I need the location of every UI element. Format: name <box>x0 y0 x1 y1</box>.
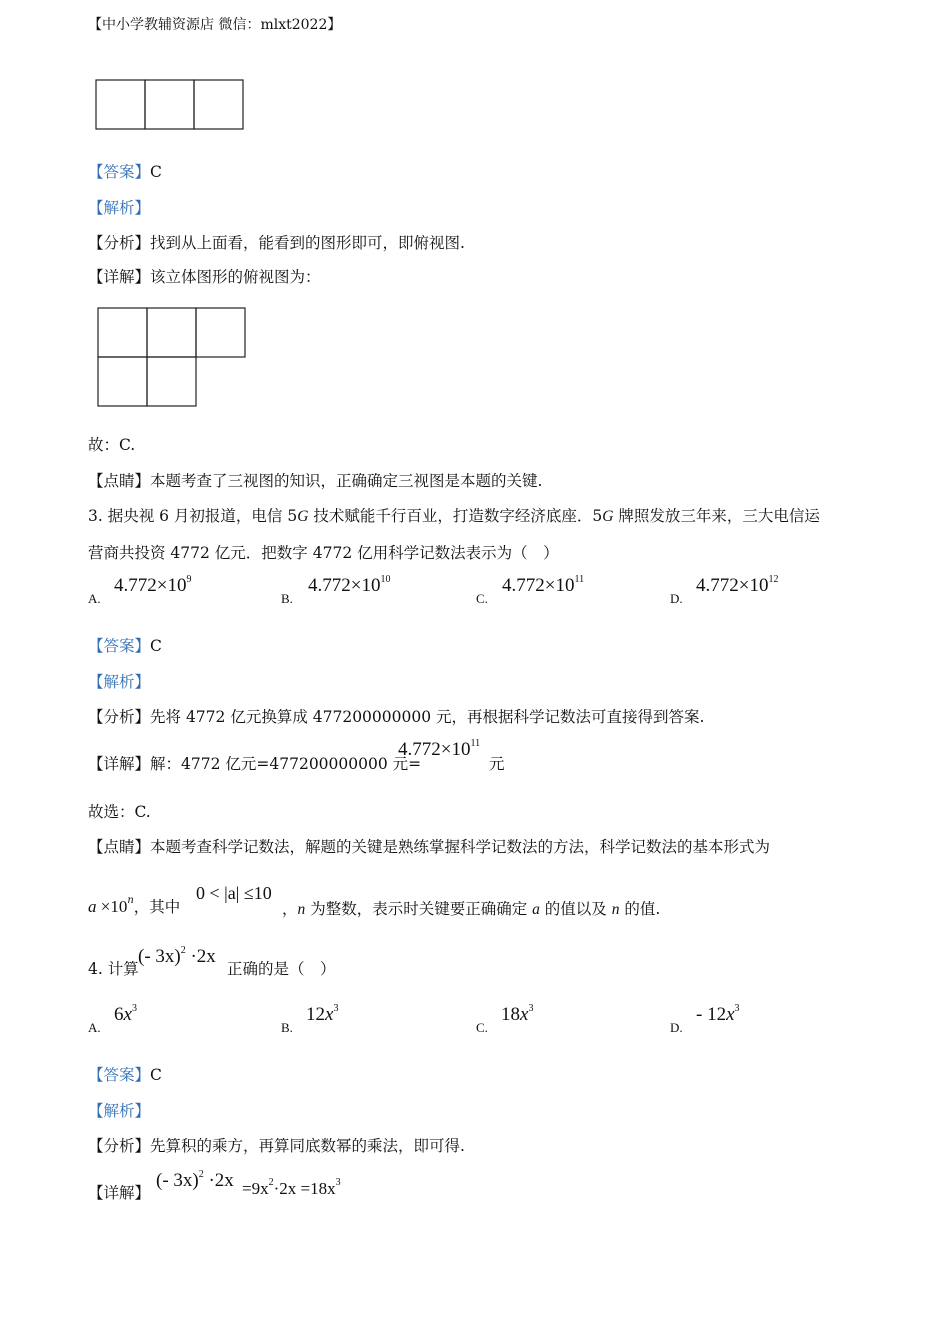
q3-guxuan: 故选：C. <box>88 803 151 821</box>
q3-answer-line <box>88 634 162 656</box>
q3-option-a-value: $4.772\times 10^9$ <box>114 574 192 596</box>
fenxi-text: 找到从上面看，能看到的图形即可，即俯视图. <box>150 234 465 252</box>
q2-xiangjie-line <box>88 265 321 287</box>
q4-prefix: 4. 计算 <box>88 960 139 978</box>
fenxi-text: 先将 4772 亿元换算成 477200000000 元，再根据科学记数法可直接得到答案. <box>150 708 705 726</box>
fenxi-tag: 【分析】 <box>88 1137 151 1155</box>
q4-xiangjie-tag: 【详解】 <box>88 1184 151 1202</box>
q3-xiangjie-line <box>88 752 421 774</box>
q4-fenxi-line <box>88 1134 465 1156</box>
header-watermark: 【中小学教辅资源店 微信：mlxt2022】 <box>88 17 342 33</box>
q3-dianjing-line <box>88 835 770 857</box>
q4-option-a-value: $6x^3$ <box>114 1003 137 1025</box>
xiangjie-tag: 【详解】 <box>88 268 151 286</box>
xiangjie-tag: 【详解】 <box>88 755 151 773</box>
q3-5g-italic-2: G <box>602 508 614 525</box>
fenxi-tag: 【分析】 <box>88 708 151 726</box>
q3-stem-line1 <box>88 504 820 526</box>
q3-option-a-label: A. <box>88 591 101 606</box>
answer-value: C <box>150 637 162 655</box>
xiangjie-text: 该立体图形的俯视图为： <box>150 268 321 286</box>
answer-value: C <box>150 163 162 181</box>
q3-stem-part1: 3. 据央视 6 月初报道，电信 5 <box>88 507 298 525</box>
q3-option-c-label: C. <box>476 591 488 606</box>
q4-xiangjie-result: $=9x^2\cdot 2x =18x^3$ <box>242 1177 341 1198</box>
q3-5g-italic-1: G <box>297 508 309 525</box>
q4-option-d-label: D. <box>670 1020 683 1035</box>
dianjing-tag: 【点睛】 <box>88 838 151 856</box>
q4-suffix: 正确的是（ ） <box>227 960 336 978</box>
dianjing-text: 本题考查了三视图的知识，正确确定三视图是本题的关键. <box>150 472 543 490</box>
q3-option-b-value: $4.772\times 10^{10}$ <box>308 574 391 596</box>
q3-xiangjie-value: $4.772\times 10^{11}$ <box>398 738 481 760</box>
q3-form-tail: ，n 为整数，表示时关键要正确确定 a 的值以及 n 的值. <box>282 900 661 918</box>
dianjing-tag: 【点睛】 <box>88 472 151 490</box>
answer-tag: 【答案】 <box>88 1066 151 1084</box>
q3-form-line: $a \times 10^n$，其中 <box>88 895 181 916</box>
q3-fenxi-line <box>88 705 704 727</box>
analysis-tag: 【解析】 <box>88 199 151 217</box>
q3-condition: 0 < |a| ≤10 <box>196 883 272 903</box>
dianjing-text: 本题考查科学记数法，解题的关键是熟练掌握科学记数法的方法，科学记数法的基本形式为 <box>150 838 771 856</box>
q4-option-c-value: $18x^3$ <box>501 1003 534 1025</box>
q4-option-b-label: B. <box>281 1020 293 1035</box>
q3-stem-line2: 营商共投资 4772 亿元．把数字 4772 亿用科学记数法表示为（ ） <box>88 544 559 562</box>
xiangjie-text: 解：4772 亿元=477200000000 元= <box>150 755 422 773</box>
q3-xiangjie-unit: 元 <box>489 755 505 773</box>
fenxi-tag: 【分析】 <box>88 234 151 252</box>
q4-answer-line <box>88 1063 162 1085</box>
q4-xiangjie-expr: (- 3x)$^2$ ·2x <box>156 1169 234 1191</box>
answer-tag: 【答案】 <box>88 637 151 655</box>
q3-stem-part3: 牌照发放三年来，三大电信运 <box>613 507 820 525</box>
q4-option-d-value: - $12x^3$ <box>696 1003 740 1025</box>
q3-stem-part2: 技术赋能千行百业，打造数字经济底座．5 <box>308 507 603 525</box>
figure-top-view <box>97 307 249 409</box>
figure-three-squares <box>95 79 245 131</box>
analysis-tag: 【解析】 <box>88 1102 151 1120</box>
q4-option-a-label: A. <box>88 1020 101 1035</box>
q3-option-c-value: $4.772\times 10^{11}$ <box>502 574 585 596</box>
q3-option-d-label: D. <box>670 591 683 606</box>
fenxi-text: 先算积的乘方，再算同底数幂的乘法，即可得. <box>150 1137 465 1155</box>
answer-value: C <box>150 1066 162 1084</box>
q2-fenxi-line <box>88 231 465 253</box>
q4-option-b-value: $12x^3$ <box>306 1003 339 1025</box>
analysis-tag: 【解析】 <box>88 673 151 691</box>
q3-option-d-value: $4.772\times 10^{12}$ <box>696 574 779 596</box>
q2-gu: 故：C. <box>88 436 136 454</box>
q4-option-c-label: C. <box>476 1020 488 1035</box>
q2-dianjing-line <box>88 469 542 491</box>
q4-expression: (- 3x)$^2$ ·2x <box>138 945 216 967</box>
answer-tag: 【答案】 <box>88 163 151 181</box>
q3-option-b-label: B. <box>281 591 293 606</box>
q2-answer-line <box>88 160 162 182</box>
